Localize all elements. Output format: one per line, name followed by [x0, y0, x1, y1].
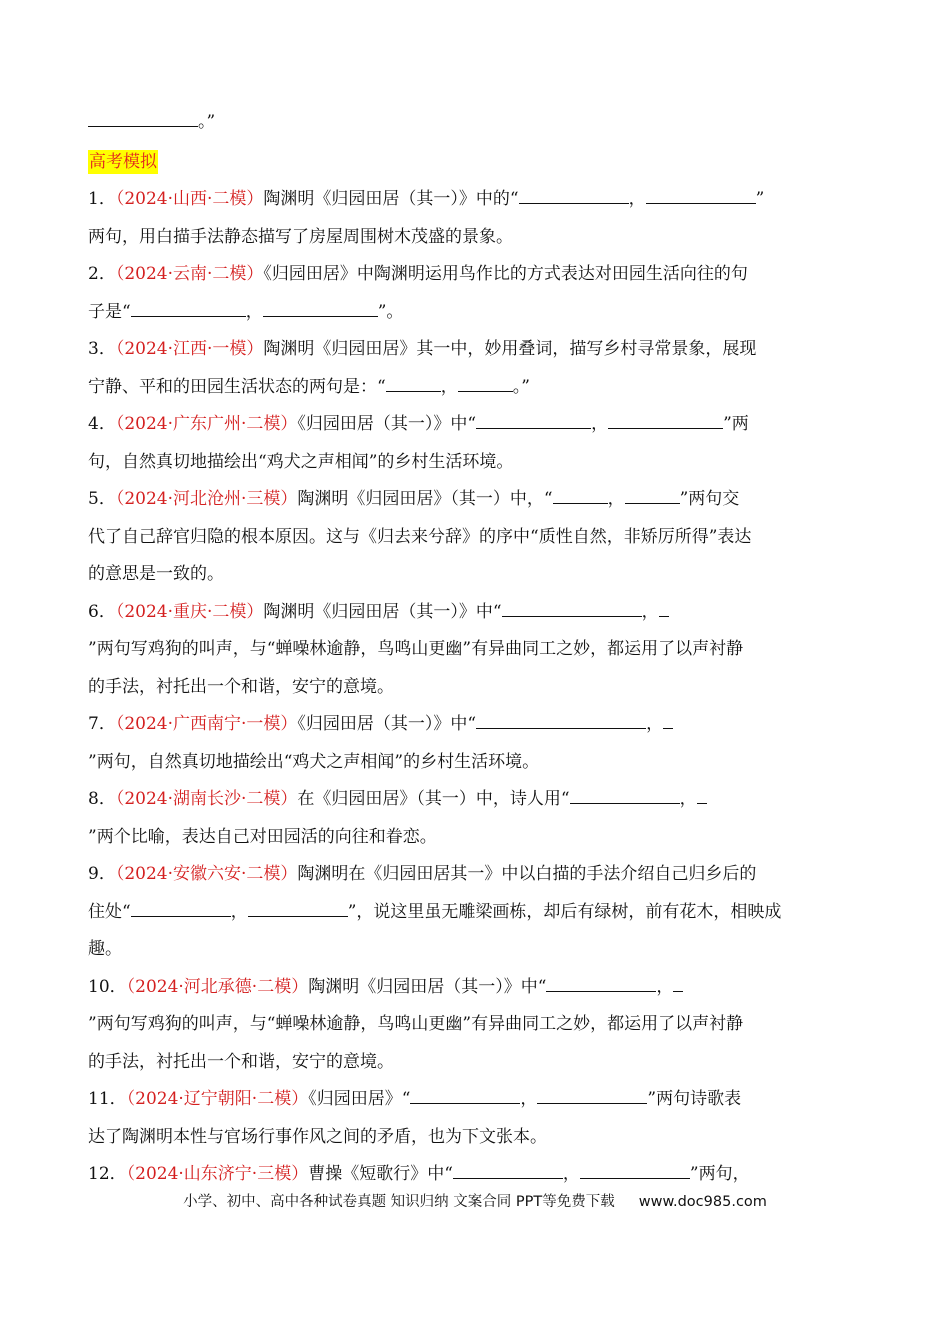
footer-link[interactable]: www.doc985.com	[638, 1194, 767, 1210]
question-number: 5．	[88, 489, 116, 509]
question-text: ”	[755, 189, 765, 209]
question-text: 《归园田居》“	[308, 1089, 411, 1109]
answer-blank[interactable]	[659, 594, 669, 617]
question-number: 12．	[88, 1164, 127, 1184]
question-text: 趣。	[88, 939, 122, 959]
question-source: （2024·云南·二模）	[115, 264, 264, 284]
question-source: （2024·辽宁朝阳·二模）	[126, 1089, 309, 1109]
question-text: 。”	[512, 376, 530, 397]
answer-blank[interactable]	[646, 181, 756, 204]
question-7	[88, 706, 864, 781]
question-number: 2．	[88, 264, 116, 284]
question-number: 6．	[88, 601, 116, 622]
question-text: ，	[230, 901, 248, 922]
question-text: ，	[656, 976, 674, 997]
question-list	[88, 104, 864, 1194]
answer-blank[interactable]	[570, 781, 680, 804]
question-source: （2024·广西南宁·一模）	[115, 714, 298, 734]
question-number: 9．	[88, 864, 116, 884]
question-1	[88, 181, 864, 256]
question-text: 宁静、平和的田园生活状态的两句是：“	[88, 376, 386, 397]
question-text: ”两句诗歌表	[647, 1089, 742, 1109]
answer-blank[interactable]	[608, 406, 723, 429]
answer-blank[interactable]	[663, 706, 673, 729]
question-text: ，	[440, 376, 458, 397]
question-text: ”两	[723, 414, 749, 434]
question-source: （2024·河北承德·二模）	[126, 976, 309, 997]
question-number: 8．	[88, 789, 116, 809]
answer-blank[interactable]	[410, 1081, 520, 1104]
question-text: ”两个比喻，表达自己对田园活的向往和眷恋。	[88, 826, 437, 847]
answer-blank[interactable]	[476, 706, 646, 729]
question-source: （2024·重庆·二模）	[115, 601, 264, 622]
answer-blank[interactable]	[453, 1156, 563, 1179]
question-text: ，	[591, 414, 609, 434]
answer-blank[interactable]	[580, 1156, 690, 1179]
question-number: 4．	[88, 414, 116, 434]
question-text: 陶渊明《归园田居》（其一）中，“	[297, 489, 553, 509]
question-text: 在《归园田居》（其一）中，诗人用“	[297, 789, 570, 809]
question-text: 《归园田居》中陶渊明运用鸟作比的方式表达对田园生活向往的句	[263, 264, 748, 284]
question-text: 两句，用白描手法静态描写了房屋周围树木茂盛的景象。	[88, 226, 513, 247]
question-text: ”。	[377, 301, 404, 322]
answer-blank[interactable]	[476, 406, 591, 429]
question-text: ，	[679, 789, 697, 809]
question-text: 陶渊明《归园田居（其一）》中“	[263, 601, 502, 622]
question-6	[88, 594, 864, 707]
question-text: 的意思是一致的。	[88, 564, 224, 584]
question-text: 陶渊明《归园田居（其一）》中“	[308, 976, 547, 997]
question-text: ”两句交	[679, 489, 740, 509]
answer-blank[interactable]	[131, 894, 231, 917]
question-text: ，	[562, 1164, 580, 1184]
answer-blank[interactable]	[248, 894, 348, 917]
question-text: 陶渊明在《归园田居其一》中以白描的手法介绍自己归乡后的	[297, 864, 757, 884]
question-text: ”两句，	[689, 1164, 750, 1184]
question-text: ”，说这里虽无雕梁画栋，却后有绿树，前有花木，相映成	[347, 901, 782, 922]
question-text: 陶渊明《归园田居》其一中，妙用叠词，描写乡村寻常景象，展现	[263, 339, 757, 359]
question-number: 1．	[88, 189, 116, 209]
question-source: （2024·山西·二模）	[115, 189, 264, 209]
question-text: ，	[245, 301, 263, 322]
question-source: （2024·广东广州·二模）	[115, 414, 298, 434]
question-source: （2024·湖南长沙·二模）	[115, 789, 298, 809]
question-number: 3．	[88, 339, 116, 359]
answer-blank[interactable]	[553, 481, 608, 504]
question-10	[88, 969, 864, 1082]
question-source: （2024·山东济宁·三模）	[126, 1164, 309, 1184]
question-number: 11．	[88, 1089, 127, 1109]
answer-blank[interactable]	[673, 969, 683, 992]
question-source: （2024·江西·一模）	[115, 339, 264, 359]
question-text: 句，自然真切地描绘出“鸡犬之声相闻”的乡村生活环境。	[88, 451, 514, 472]
question-text: 《归园田居（其一）》中“	[297, 414, 477, 434]
question-3	[88, 331, 864, 406]
answer-blank[interactable]	[519, 181, 629, 204]
answer-blank[interactable]	[625, 481, 680, 504]
question-source: （2024·河北沧州·三模）	[115, 489, 298, 509]
page-footer	[0, 1190, 950, 1211]
question-text: ，	[607, 489, 625, 509]
question-9	[88, 856, 864, 969]
answer-blank[interactable]	[386, 369, 441, 392]
question-12	[88, 1156, 864, 1194]
question-text: 住处“	[88, 901, 131, 922]
question-2	[88, 256, 864, 331]
answer-blank[interactable]	[537, 1081, 647, 1104]
question-number: 10．	[88, 976, 127, 997]
question-text: ，	[628, 189, 646, 209]
question-text: ”两句，自然真切地描绘出“鸡犬之声相闻”的乡村生活环境。	[88, 751, 540, 772]
question-text: ，	[641, 601, 659, 622]
question-text: 代了自己辞官归隐的根本原因。这与《归去来兮辞》的序中“质性自然，非矫厉所得”表达	[88, 526, 752, 547]
footer-text: 小学、初中、高中各种试卷真题 知识归纳 文案合同 PPT等免费下载	[183, 1194, 615, 1210]
answer-blank[interactable]	[263, 294, 378, 317]
answer-blank[interactable]	[88, 104, 198, 127]
question-text: 《归园田居（其一）》中“	[297, 714, 477, 734]
question-4	[88, 406, 864, 481]
question-5	[88, 481, 864, 594]
question-text: 曹操《短歌行》中“	[308, 1164, 453, 1184]
closing-quote: 。”	[198, 112, 216, 132]
question-text: ”两句写鸡狗的叫声，与“蝉噪林逾静，鸟鸣山更幽”有异曲同工之妙，都运用了以声衬静	[88, 1014, 744, 1034]
answer-blank[interactable]	[697, 781, 707, 804]
question-text: ”两句写鸡狗的叫声，与“蝉噪林逾静，鸟鸣山更幽”有异曲同工之妙，都运用了以声衬静	[88, 639, 744, 659]
section-heading: 高考模拟	[89, 151, 157, 172]
question-8	[88, 781, 864, 856]
answer-blank[interactable]	[131, 294, 246, 317]
question-text: 陶渊明《归园田居（其一）》中的“	[263, 189, 519, 209]
previous-answer-line	[88, 104, 864, 142]
question-text: 子是“	[88, 301, 131, 322]
question-11	[88, 1081, 864, 1156]
question-source: （2024·安徽六安·二模）	[115, 864, 298, 884]
question-text: 达了陶渊明本性与官场行事作风之间的矛盾，也为下文张本。	[88, 1126, 547, 1147]
answer-blank[interactable]	[546, 969, 656, 992]
question-number: 7．	[88, 714, 116, 734]
answer-blank[interactable]	[502, 594, 642, 617]
question-text: 的手法，衬托出一个和谐，安宁的意境。	[88, 1051, 394, 1072]
question-text: ，	[646, 714, 664, 734]
question-text: 的手法，衬托出一个和谐，安宁的意境。	[88, 676, 394, 697]
answer-blank[interactable]	[458, 369, 513, 392]
question-text: ，	[520, 1089, 538, 1109]
